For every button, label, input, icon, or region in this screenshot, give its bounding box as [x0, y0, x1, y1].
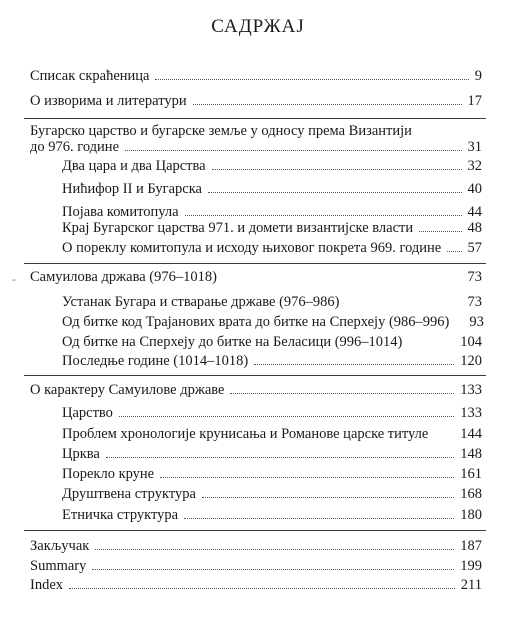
toc-entry-title: Од битке код Трајанових врата до битке на Сперхеју (986–996) — [62, 314, 450, 330]
toc-entry-sources[interactable] — [30, 92, 482, 110]
toc-entry-page: 199 — [460, 558, 482, 574]
toc-entry-page: 144 — [460, 426, 482, 442]
section-divider — [24, 375, 486, 376]
dot-leader — [419, 231, 461, 232]
toc-entry-page: 161 — [460, 466, 482, 482]
toc-entry-title: Последње године (1014–1018) — [62, 353, 249, 369]
toc-entry-title: Порекло круне — [62, 466, 155, 482]
dot-leader — [95, 549, 454, 550]
toc-entry-page: 73 — [467, 294, 482, 310]
toc-subentry[interactable] — [62, 506, 482, 524]
toc-entry-page: 31 — [467, 139, 482, 155]
toc-entry-page: 104 — [460, 334, 482, 350]
dot-leader — [184, 518, 454, 519]
section-divider — [24, 118, 486, 119]
toc-entry-title: Друштвена структура — [62, 486, 196, 502]
toc-entry-page: 133 — [460, 382, 482, 398]
toc-entry-title: до 976. године — [30, 139, 120, 155]
toc-subentry[interactable] — [62, 180, 482, 198]
toc-subentry[interactable] — [62, 239, 482, 257]
toc-chapter-title-line1[interactable]: Бугарско царство и бугарске земље у односу према Византији — [30, 123, 412, 139]
dot-leader — [447, 251, 461, 252]
toc-entry-title: Црква — [62, 446, 100, 462]
toc-entry-title: Закључак — [30, 538, 90, 554]
toc-entry-page: 211 — [460, 577, 482, 593]
toc-entry-page: 93 — [469, 314, 484, 330]
toc-entry-title: Summary — [30, 558, 87, 574]
toc-subentry[interactable] — [62, 485, 482, 503]
toc-entry-page: 32 — [467, 158, 482, 174]
toc-entry-title: Крај Бугарског царства 971. и домети византијске власти — [62, 220, 414, 236]
dot-leader — [92, 569, 454, 570]
toc-entry-page: 73 — [467, 269, 482, 285]
toc-entry-title: Списак скраћеница — [30, 68, 150, 84]
dot-leader — [119, 416, 454, 417]
dot-leader — [69, 588, 455, 589]
dot-leader — [230, 393, 454, 394]
toc-entry-page: 148 — [460, 446, 482, 462]
section-divider — [24, 530, 486, 531]
dot-leader — [193, 104, 462, 105]
toc-entry-title: Од битке на Сперхеју до битке на Беласици (996–1014) — [62, 334, 403, 350]
section-divider — [24, 263, 486, 264]
page-title: САДРЖАЈ — [211, 16, 305, 37]
toc-entry-page: 168 — [460, 486, 482, 502]
margin-mark: - — [12, 272, 16, 286]
toc-entry-conclusion[interactable] — [30, 537, 482, 555]
toc-entry-page: 120 — [460, 353, 482, 369]
toc-entry-title: Самуилова држава (976–1018) — [30, 269, 217, 285]
toc-entry-page: 57 — [467, 240, 482, 256]
toc-subentry[interactable] — [62, 465, 482, 483]
dot-leader — [185, 215, 462, 216]
toc-entry-page: 180 — [460, 507, 482, 523]
toc-chapter-character[interactable] — [30, 381, 482, 399]
toc-entry-title: Устанак Бугара и стварање државе (976–986) — [62, 294, 340, 310]
dot-leader — [254, 364, 454, 365]
toc-subentry[interactable] — [62, 352, 482, 370]
toc-entry-title: Нићифор II и Бугарска — [62, 181, 202, 197]
toc-entry-title: О изворима и литератури — [30, 93, 187, 109]
toc-entry-title: Index — [30, 577, 64, 593]
dot-leader — [202, 497, 454, 498]
toc-subentry[interactable] — [62, 425, 482, 443]
toc-subentry[interactable] — [62, 293, 482, 311]
toc-subentry[interactable] — [62, 219, 482, 237]
toc-entry-abbreviations[interactable] — [30, 67, 482, 85]
toc-subentry[interactable] — [62, 333, 482, 351]
toc-entry-page: 187 — [460, 538, 482, 554]
toc-entry-page: 48 — [467, 220, 482, 236]
toc-entry-title: Два цара и два Царства — [62, 158, 206, 174]
toc-entry-title: О пореклу комитопула и исходу њиховог покрета 969. године — [62, 240, 442, 256]
toc-entry-title: Проблем хронологије крунисања и Романове царске титуле — [62, 426, 429, 442]
toc-entry-page: 9 — [474, 68, 482, 84]
toc-entry-title: Царство — [62, 405, 113, 421]
dot-leader — [208, 192, 462, 193]
dot-leader — [106, 457, 454, 458]
toc-subentry[interactable] — [62, 157, 482, 175]
toc-entry-page: 133 — [460, 405, 482, 421]
dot-leader — [125, 150, 461, 151]
dot-leader — [160, 477, 454, 478]
toc-entry-title: О карактеру Самуилове државе — [30, 382, 225, 398]
toc-entry-summary[interactable] — [30, 557, 482, 575]
toc-chapter-samuel-state[interactable] — [30, 268, 482, 286]
toc-entry-page: 44 — [467, 204, 482, 220]
dot-leader — [212, 169, 462, 170]
dot-leader — [155, 79, 468, 80]
toc-entry-title: Појава комитопула — [62, 204, 179, 220]
toc-chapter-bulgarian-empire[interactable] — [30, 138, 482, 156]
toc-subentry[interactable] — [62, 445, 482, 463]
toc-entry-page: 17 — [467, 93, 482, 109]
toc-subentry[interactable] — [62, 404, 482, 422]
toc-entry-page: 40 — [467, 181, 482, 197]
toc-entry-index[interactable] — [30, 576, 482, 594]
toc-subentry[interactable] — [62, 313, 482, 331]
toc-entry-title: Етничка структура — [62, 507, 179, 523]
